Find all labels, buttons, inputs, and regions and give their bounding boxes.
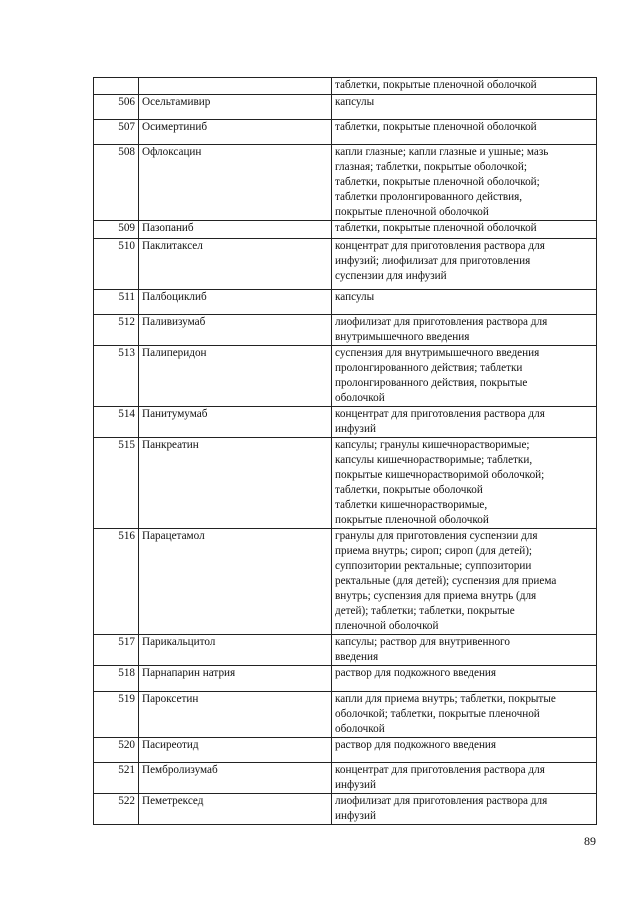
table-row xyxy=(94,407,597,438)
dosage-form xyxy=(332,120,597,145)
form-line: покрытые кишечнорастворимой оболочкой; xyxy=(335,469,545,481)
form-line: таблетки, покрытые пленочной оболочкой xyxy=(335,121,537,133)
drug-name: Парнапарин натрия xyxy=(139,666,332,692)
form-line: раствор для подкожного введения xyxy=(335,667,497,679)
form-line: капсулы xyxy=(335,96,375,108)
table-row xyxy=(94,666,597,692)
table-row xyxy=(94,763,597,794)
dosage-form xyxy=(332,239,597,290)
drug-table-body xyxy=(94,78,597,825)
table-row xyxy=(94,635,597,666)
continuation-form-cell xyxy=(332,78,597,95)
form-line: капли глазные; капли глазные и ушные; мазь xyxy=(335,146,549,158)
form-line: внутрь; суспензия для приема внутрь (для xyxy=(335,590,537,602)
form-line: инфузий; лиофилизат для приготовления xyxy=(335,255,531,267)
table-row xyxy=(94,692,597,738)
page-number: 89 xyxy=(584,834,596,848)
table-row xyxy=(94,221,597,239)
drug-name: Паливизумаб xyxy=(139,315,332,346)
form-line: гранулы для приготовления суспензии для xyxy=(335,530,538,542)
drug-name: Палбоциклиб xyxy=(139,290,332,315)
table-row xyxy=(94,239,597,290)
form-line: суспензия для внутримышечного введения xyxy=(335,347,540,359)
form-line: раствор для подкожного введения xyxy=(335,739,497,751)
drug-name: Панкреатин xyxy=(139,438,332,529)
row-number: 516 xyxy=(94,529,139,635)
form-line: оболочкой; таблетки, покрытые пленочной xyxy=(335,708,540,720)
drug-name: Палиперидон xyxy=(139,346,332,407)
row-number: 506 xyxy=(94,95,139,120)
table-row xyxy=(94,145,597,221)
drug-table xyxy=(93,77,597,825)
form-line: таблетки пролонгированного действия, xyxy=(335,191,523,203)
row-number: 512 xyxy=(94,315,139,346)
drug-name: Пазопаниб xyxy=(139,221,332,239)
dosage-form xyxy=(332,666,597,692)
row-number: 508 xyxy=(94,145,139,221)
dosage-form xyxy=(332,221,597,239)
table-row xyxy=(94,346,597,407)
dosage-form xyxy=(332,635,597,666)
form-line: инфузий xyxy=(335,779,376,791)
form-line: капсулы кишечнорастворимые; таблетки, xyxy=(335,454,533,466)
form-line: суппозитории ректальные; суппозитории xyxy=(335,560,532,572)
table-row xyxy=(94,95,597,120)
continuation-row xyxy=(94,78,597,95)
drug-name: Паклитаксел xyxy=(139,239,332,290)
drug-name: Пароксетин xyxy=(139,692,332,738)
dosage-form xyxy=(332,529,597,635)
form-line: суспензии для инфузий xyxy=(335,270,447,282)
table-row xyxy=(94,529,597,635)
form-line: капсулы; гранулы кишечнорастворимые; xyxy=(335,439,530,451)
form-line: глазная; таблетки, покрытые оболочкой; xyxy=(335,161,527,173)
dosage-form xyxy=(332,692,597,738)
drug-name: Офлоксацин xyxy=(139,145,332,221)
form-line: пленочной оболочкой xyxy=(335,620,439,632)
dosage-form xyxy=(332,315,597,346)
form-line: детей); таблетки; таблетки, покрытые xyxy=(335,605,515,617)
form-line: таблетки, покрытые пленочной оболочкой; xyxy=(335,176,540,188)
form-line: таблетки, покрытые оболочкой xyxy=(335,484,483,496)
dosage-form xyxy=(332,290,597,315)
table-row xyxy=(94,120,597,145)
table-row xyxy=(94,438,597,529)
row-number: 518 xyxy=(94,666,139,692)
form-line: концентрат для приготовления раствора для xyxy=(335,408,545,420)
drug-name: Пеметрексед xyxy=(139,794,332,825)
drug-name: Панитумумаб xyxy=(139,407,332,438)
drug-name: Парикальцитол xyxy=(139,635,332,666)
row-number: 520 xyxy=(94,738,139,763)
dosage-form xyxy=(332,794,597,825)
form-line: таблетки, покрытые пленочной оболочкой xyxy=(335,79,537,91)
row-number: 514 xyxy=(94,407,139,438)
table-row xyxy=(94,794,597,825)
dosage-form xyxy=(332,95,597,120)
form-line: покрытые пленочной оболочкой xyxy=(335,514,489,526)
dosage-form xyxy=(332,145,597,221)
form-line: таблетки, покрытые пленочной оболочкой xyxy=(335,222,537,234)
form-line: лиофилизат для приготовления раствора для xyxy=(335,795,548,807)
form-line: введения xyxy=(335,651,379,663)
row-number: 521 xyxy=(94,763,139,794)
form-line: концентрат для приготовления раствора для xyxy=(335,240,545,252)
row-number: 510 xyxy=(94,239,139,290)
form-line: капсулы xyxy=(335,291,375,303)
form-line: лиофилизат для приготовления раствора для xyxy=(335,316,548,328)
row-number: 511 xyxy=(94,290,139,315)
row-number: 509 xyxy=(94,221,139,239)
dosage-form xyxy=(332,407,597,438)
row-number: 507 xyxy=(94,120,139,145)
row-number: 515 xyxy=(94,438,139,529)
dosage-form xyxy=(332,738,597,763)
drug-name: Пасиреотид xyxy=(139,738,332,763)
form-line: инфузий xyxy=(335,810,376,822)
form-line: пролонгированного действия, покрытые xyxy=(335,377,528,389)
form-line: капсулы; раствор для внутривенного xyxy=(335,636,510,648)
continuation-num-cell xyxy=(94,78,139,95)
drug-name: Осимертиниб xyxy=(139,120,332,145)
dosage-form xyxy=(332,346,597,407)
form-line: концентрат для приготовления раствора для xyxy=(335,764,545,776)
form-line: капли для приема внутрь; таблетки, покрытые xyxy=(335,693,556,705)
form-line: приема внутрь; сироп; сироп (для детей); xyxy=(335,545,533,557)
form-line: инфузий xyxy=(335,423,376,435)
form-line: покрытые пленочной оболочкой xyxy=(335,206,489,218)
drug-name: Парацетамол xyxy=(139,529,332,635)
form-line: таблетки кишечнорастворимые, xyxy=(335,499,488,511)
drug-name: Осельтамивир xyxy=(139,95,332,120)
continuation-name-cell xyxy=(139,78,332,95)
form-line: оболочкой xyxy=(335,723,385,735)
row-number: 519 xyxy=(94,692,139,738)
form-line: оболочкой xyxy=(335,392,385,404)
row-number: 517 xyxy=(94,635,139,666)
form-line: ректальные (для детей); суспензия для приема xyxy=(335,575,557,587)
form-line: пролонгированного действия; таблетки xyxy=(335,362,523,374)
drug-name: Пембролизумаб xyxy=(139,763,332,794)
row-number: 513 xyxy=(94,346,139,407)
dosage-form xyxy=(332,763,597,794)
dosage-form xyxy=(332,438,597,529)
table-row xyxy=(94,738,597,763)
table-row xyxy=(94,315,597,346)
table-row xyxy=(94,290,597,315)
form-line: внутримышечного введения xyxy=(335,331,470,343)
row-number: 522 xyxy=(94,794,139,825)
